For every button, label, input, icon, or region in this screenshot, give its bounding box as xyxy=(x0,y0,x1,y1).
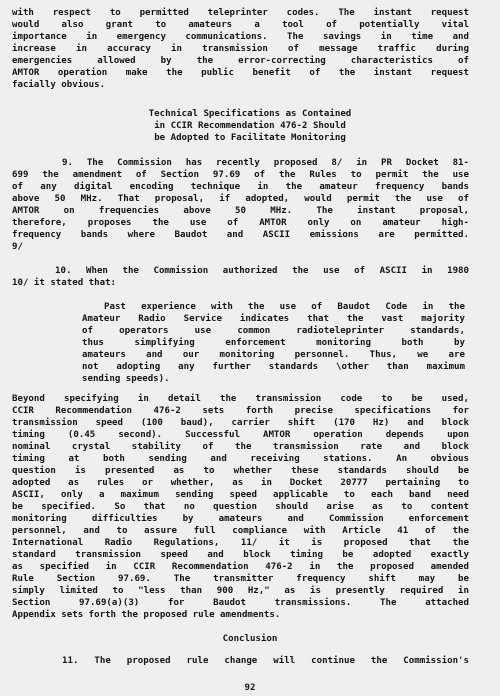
text-line: Appendix sets forth the proposed rule amendments. xyxy=(12,610,281,620)
text-line: question is presented as to whether these standards should be xyxy=(12,466,469,476)
text-line: ASCII, only a maximum sending speed applicable to each band need xyxy=(12,490,469,500)
text-line: 10/ it stated that: xyxy=(12,278,117,288)
text-line: 9. The Commission has recently proposed 8/ in PR Docket 81- xyxy=(62,158,469,168)
text-line: 9/ xyxy=(12,242,23,252)
text-line: with respect to permitted teleprinter codes. The instant request xyxy=(12,8,469,18)
heading-line: 92 xyxy=(244,683,256,693)
text-line: monitoring difficulties by amateurs and Commission enforcement xyxy=(12,514,469,524)
text-line: timing (0.45 second). Successful AMTOR operation depends upon xyxy=(12,430,469,440)
text-line: thus simplifying enforcement monitoring both by xyxy=(82,338,465,348)
text-line: Past experience with the use of Baudot Code in the xyxy=(104,302,465,312)
heading-line: be Adopted to Facilitate Monitoring xyxy=(154,133,346,143)
text-line: International Radio Regulations, 11/ it is proposed that the xyxy=(12,538,469,548)
text-line: not adopting any further standards \other than maximum xyxy=(82,362,465,372)
heading-line: in CCIR Recommendation 476-2 Should xyxy=(154,121,346,131)
text-line: importance in emergency communications. The savings in time and xyxy=(12,32,469,42)
text-line: AMTOR operation make the public benefit of the instant request xyxy=(12,68,469,78)
text-line: simply limited to "less than 900 Hz," as is presently required in xyxy=(12,586,469,596)
text-line: Amateur Radio Service indicates that the vast majority xyxy=(82,314,465,324)
text-line: AMTOR on frequencies above 50 MHz. The instant proposal, xyxy=(12,206,469,216)
text-line: personnel, and to assure full compliance with Article 41 of the xyxy=(12,526,469,536)
text-line: increase in accuracy in transmission of message traffic during xyxy=(12,44,469,54)
text-line: Rule Section 97.69. The transmitter frequency shift may be xyxy=(12,574,469,584)
text-line: transmission speed (100 baud), carrier shift (170 Hz) and block xyxy=(12,418,469,428)
text-line: 11. The proposed rule change will continue the Commission's xyxy=(62,656,469,666)
text-line: timing at both sending and receiving stations. An obvious xyxy=(12,454,469,464)
text-line: as specified in CCIR Recommendation 476-2 in the proposed amended xyxy=(12,562,469,572)
text-line: frequency bands where Baudot and ASCII emissions are permitted. xyxy=(12,230,469,240)
text-line: therefore, proposes the use of AMTOR only on amateur high- xyxy=(12,218,469,228)
text-line: be specified. So that no question should arise as to content xyxy=(12,502,469,512)
text-line: emergencies allowed by the error-correcting characteristics of xyxy=(12,56,469,66)
text-line: standard transmission speed and block timing be adopted exactly xyxy=(12,550,469,560)
text-line: amateurs and our monitoring personnel. Thus, we are xyxy=(82,350,465,360)
text-line: 10. When the Commission authorized the use of ASCII in 1980 xyxy=(55,266,469,276)
text-line: above 50 MHz. That proposal, if adopted, would permit the use of xyxy=(12,194,469,204)
text-line: nominal crystal stability of the transmission rate and block xyxy=(12,442,469,452)
text-line: CCIR Recommendation 476-2 sets forth precise specifications for xyxy=(12,406,469,416)
text-line: Section 97.69(a)(3) for Baudot transmissions. The attached xyxy=(12,598,469,608)
text-line: Beyond specifying in detail the transmission code to be used, xyxy=(12,394,469,404)
text-line: 699 the amendment of Section 97.69 of the Rules to permit the use xyxy=(12,170,469,180)
text-line: would also grant to amateurs a tool of potentially vital xyxy=(12,20,469,30)
text-line: sending speeds). xyxy=(82,374,170,384)
heading-line: Conclusion xyxy=(222,634,278,644)
text-line: adopted as rules or whether, as in Docket 20777 pertaining to xyxy=(12,478,469,488)
heading-line: Technical Specifications as Contained xyxy=(148,109,352,119)
text-line: of operators use common radioteleprinter standards, xyxy=(82,326,465,336)
text-line: of any digital encoding technique in the amateur frequency bands xyxy=(12,182,469,192)
text-line: facially obvious. xyxy=(12,80,106,90)
